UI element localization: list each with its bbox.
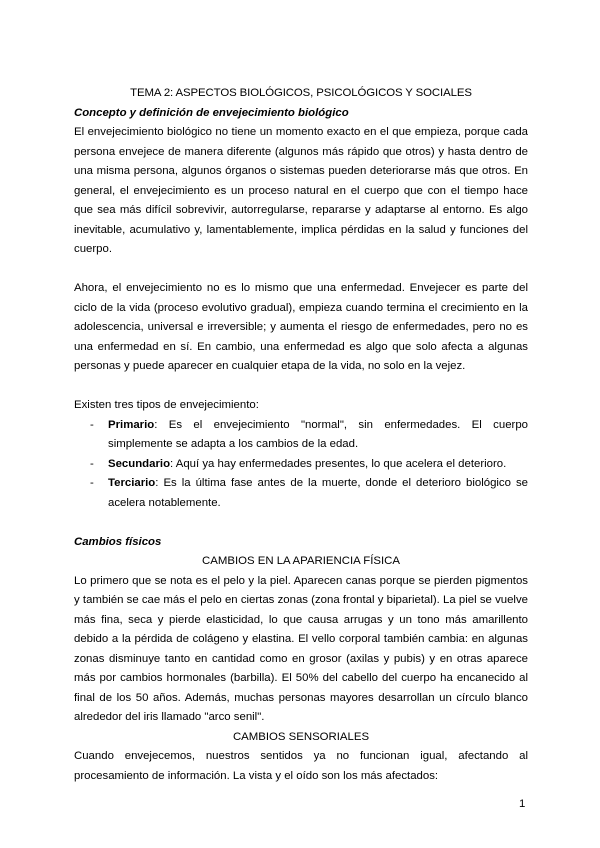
list-item-text: : Es el envejecimiento "normal", sin enfermedades. El cuerpo simplemente se adapta a los cambios de la edad. bbox=[108, 418, 528, 450]
paragraph-spacer bbox=[74, 513, 528, 533]
page-content bbox=[74, 84, 528, 786]
paragraph-cambios-sensoriales: Cuando envejecemos, nuestros sentidos ya no funcionan igual, afectando al procesamiento de información. La vista y el oído son los más afectados: bbox=[74, 750, 528, 782]
subheading-cambios-sensoriales: CAMBIOS SENSORIALES bbox=[232, 730, 370, 743]
paragraph-envejecimiento-enfermedad: Ahora, el envejecimiento no es lo mismo que una enfermedad. Envejecer es parte del ciclo de la vida (proceso evolutivo gradual), empieza cuando termina el crecimiento en la adolescencia, universal e irreversible; y aumenta el riesgo de enfermedades, pero no es una enfermedad en sí. En cambio, una enfermedad es algo que solo afecta a algunas personas y puede aparecer en cualquier etapa de la vida, no solo en la vejez. bbox=[74, 282, 528, 372]
term-terciario: Terciario bbox=[108, 477, 156, 489]
types-list bbox=[74, 416, 528, 514]
list-item-text: : Aquí ya hay enfermedades presentes, lo que acelera el deterioro. bbox=[170, 457, 507, 470]
paragraph-spacer bbox=[74, 260, 528, 280]
paragraph-spacer bbox=[74, 377, 528, 397]
page-number: 1 bbox=[519, 798, 526, 810]
list-dash: - bbox=[90, 477, 94, 489]
term-secundario: Secundario bbox=[108, 457, 171, 470]
section-heading-cambios-fisicos: Cambios físicos bbox=[74, 535, 162, 548]
list-item-terciario bbox=[74, 474, 528, 513]
list-item-text: : Es la última fase antes de la muerte, donde el deterioro biológico se acelera notablemente. bbox=[108, 477, 528, 509]
list-dash: - bbox=[90, 418, 94, 431]
list-item-secundario bbox=[74, 455, 528, 475]
paragraph-envejecimiento-biologico: El envejecimiento biológico no tiene un momento exacto en el que empieza, porque cada persona envejece de manera diferente (algunos más rápido que otros) y hasta dentro de una misma persona, algunos órganos o sistemas pueden deteriorarse más que otros. En general, el envejecimiento es un proceso natural en el cuerpo que con el tiempo hace que sea más difícil sobrevivir, autorregularse, repararse y adaptarse al entorno. Es algo inevitable, acumulativo y, lamentablemente, implica pérdidas en la salud y funciones del cuerpo. bbox=[74, 126, 528, 255]
list-item-primario bbox=[74, 416, 528, 455]
document-title: TEMA 2: ASPECTOS BIOLÓGICOS, PSICOLÓGICOS Y SOCIALES bbox=[130, 87, 472, 99]
section-heading-concepto: Concepto y definición de envejecimiento biológico bbox=[74, 106, 349, 119]
subheading-apariencia-fisica: CAMBIOS EN LA APARIENCIA FÍSICA bbox=[202, 555, 400, 567]
paragraph-apariencia-fisica: Lo primero que se nota es el pelo y la piel. Aparecen canas porque se pierden pigmentos y también se cae más el pelo en ciertas zonas (zona frontal y biparietal). La piel se vuelve más fina, seca y pierde elasticidad, lo que causa arrugas y un tono más amarillento debido a la pérdida de colágeno y elastina. El vello corporal también cambia: en algunas zonas disminuye tanto en cantidad como en grosor (axilas y pubis) y en otras aparece más por cambios hormonales (barbilla). El 50% del cabello del cuerpo ha encanecido al final de los 50 años. Además, muchas personas mayores desarrollan un círculo blanco alrededor del iris llamado "arco senil". bbox=[74, 574, 528, 723]
list-dash: - bbox=[90, 457, 94, 470]
term-primario: Primario bbox=[108, 418, 155, 431]
paragraph-tipos-intro: Existen tres tipos de envejecimiento: bbox=[74, 399, 259, 411]
